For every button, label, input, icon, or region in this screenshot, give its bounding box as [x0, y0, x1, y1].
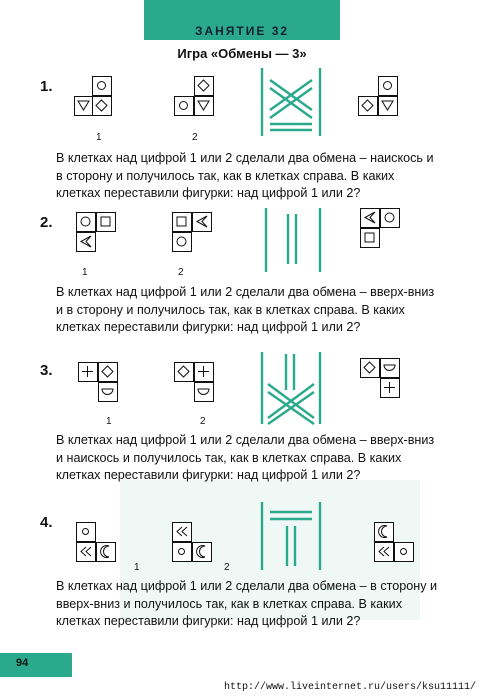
plus-icon: [79, 363, 96, 380]
grid-label: 2: [224, 562, 230, 573]
crescent-icon: [193, 543, 210, 560]
square-icon: [173, 213, 190, 230]
diamond-icon: [93, 97, 110, 114]
cell: [380, 378, 400, 398]
half-circle-icon: [381, 359, 398, 376]
grid-label: 1: [82, 267, 88, 278]
cell: [194, 76, 214, 96]
cell: [360, 228, 380, 248]
square-icon: [361, 229, 378, 246]
circle-icon: [395, 543, 412, 560]
circle-icon: [77, 523, 94, 540]
plus-icon: [381, 379, 398, 396]
cell: [92, 96, 112, 116]
triangle-down-icon: [75, 97, 92, 114]
cell: [378, 96, 398, 116]
arrowhead-icon: [77, 233, 94, 250]
cell: [76, 522, 96, 542]
cell: [192, 212, 212, 232]
crescent-icon: [97, 543, 114, 560]
diamond-icon: [99, 363, 116, 380]
double-chevron-icon: [173, 523, 190, 540]
half-circle-icon: [195, 383, 212, 400]
swap-diagram: [258, 500, 324, 572]
circle-icon: [173, 543, 190, 560]
grid-label: 2: [200, 416, 206, 427]
cell: [98, 382, 118, 402]
cell: [380, 358, 400, 378]
cell: [194, 362, 214, 382]
game-title: Игра «Обмены — 3»: [177, 46, 307, 61]
circle-icon: [93, 77, 110, 94]
task-number: 2.: [40, 214, 53, 231]
double-chevron-icon: [77, 543, 94, 560]
task-text: В клетках над цифрой 1 или 2 сделали два обмена – в сторону и вверх-вниз и получилось так, как в клетках справа. В каких клетках переставили фигурки: над цифрой 1 или 2?: [56, 579, 438, 628]
lesson-header: [144, 0, 340, 40]
task-number: 1.: [40, 78, 53, 95]
task-text: В клетках над цифрой 1 или 2 сделали два обмена – наискось и в сторону и получилось так, как в клетках справа. В каких клетках переставили фигурки: над цифрой 1 или 2?: [56, 151, 434, 200]
cell: [380, 208, 400, 228]
grid-label: 1: [134, 562, 140, 573]
cell: [172, 522, 192, 542]
page-number: 94: [16, 657, 29, 669]
cell: [374, 542, 394, 562]
source-url: http://www.liveinternet.ru/users/ksu11111/: [223, 682, 476, 693]
cell: [92, 76, 112, 96]
cell: [98, 362, 118, 382]
cell: [174, 362, 194, 382]
circle-icon: [381, 209, 398, 226]
plus-icon: [195, 363, 212, 380]
cell: [194, 382, 214, 402]
cell: [76, 212, 96, 232]
cell: [174, 96, 194, 116]
cell: [76, 232, 96, 252]
swap-diagram: [258, 66, 324, 138]
grid-label: 2: [178, 267, 184, 278]
cell: [360, 208, 380, 228]
circle-icon: [173, 233, 190, 250]
half-circle-icon: [99, 383, 116, 400]
cell: [96, 212, 116, 232]
swap-diagram: [258, 350, 324, 426]
cell: [74, 96, 94, 116]
cell: [172, 232, 192, 252]
cell: [194, 96, 214, 116]
cell: [76, 542, 96, 562]
crescent-icon: [375, 523, 392, 540]
cell: [192, 542, 212, 562]
page-number-bar: [0, 653, 72, 677]
diamond-icon: [175, 363, 192, 380]
task-number: 4.: [40, 514, 53, 531]
arrowhead-icon: [361, 209, 378, 226]
arrowhead-icon: [193, 213, 210, 230]
cell: [96, 542, 116, 562]
cell: [394, 542, 414, 562]
cell: [78, 362, 98, 382]
diamond-icon: [361, 359, 378, 376]
circle-icon: [77, 213, 94, 230]
task-number: 3.: [40, 362, 53, 379]
cell: [360, 358, 380, 378]
square-icon: [97, 213, 114, 230]
swap-diagram: [262, 206, 324, 276]
cell: [358, 96, 378, 116]
circle-icon: [175, 97, 192, 114]
cell: [172, 212, 192, 232]
triangle-down-icon: [195, 97, 212, 114]
lesson-title: ЗАНЯТИЕ 32: [194, 24, 290, 38]
task-text: В клетках над цифрой 1 или 2 сделали два обмена – вверх-вниз и наискось и получилось так, как в клетках справа. В каких клетках переставили фигурки: над цифрой 1 или 2?: [56, 433, 435, 482]
cell: [374, 522, 394, 542]
cell: [172, 542, 192, 562]
grid-label: 1: [96, 132, 102, 143]
circle-icon: [379, 77, 396, 94]
triangle-down-icon: [379, 97, 396, 114]
grid-label: 1: [106, 416, 112, 427]
grid-label: 2: [192, 132, 198, 143]
diamond-icon: [195, 77, 212, 94]
cell: [378, 76, 398, 96]
diamond-icon: [359, 97, 376, 114]
double-chevron-icon: [375, 543, 392, 560]
task-text: В клетках над цифрой 1 или 2 сделали два обмена – вверх-вниз и в сторону и получилось так, как в клетках справа. В каких клетках переставили фигурки: над цифрой 1 или 2?: [56, 285, 435, 334]
